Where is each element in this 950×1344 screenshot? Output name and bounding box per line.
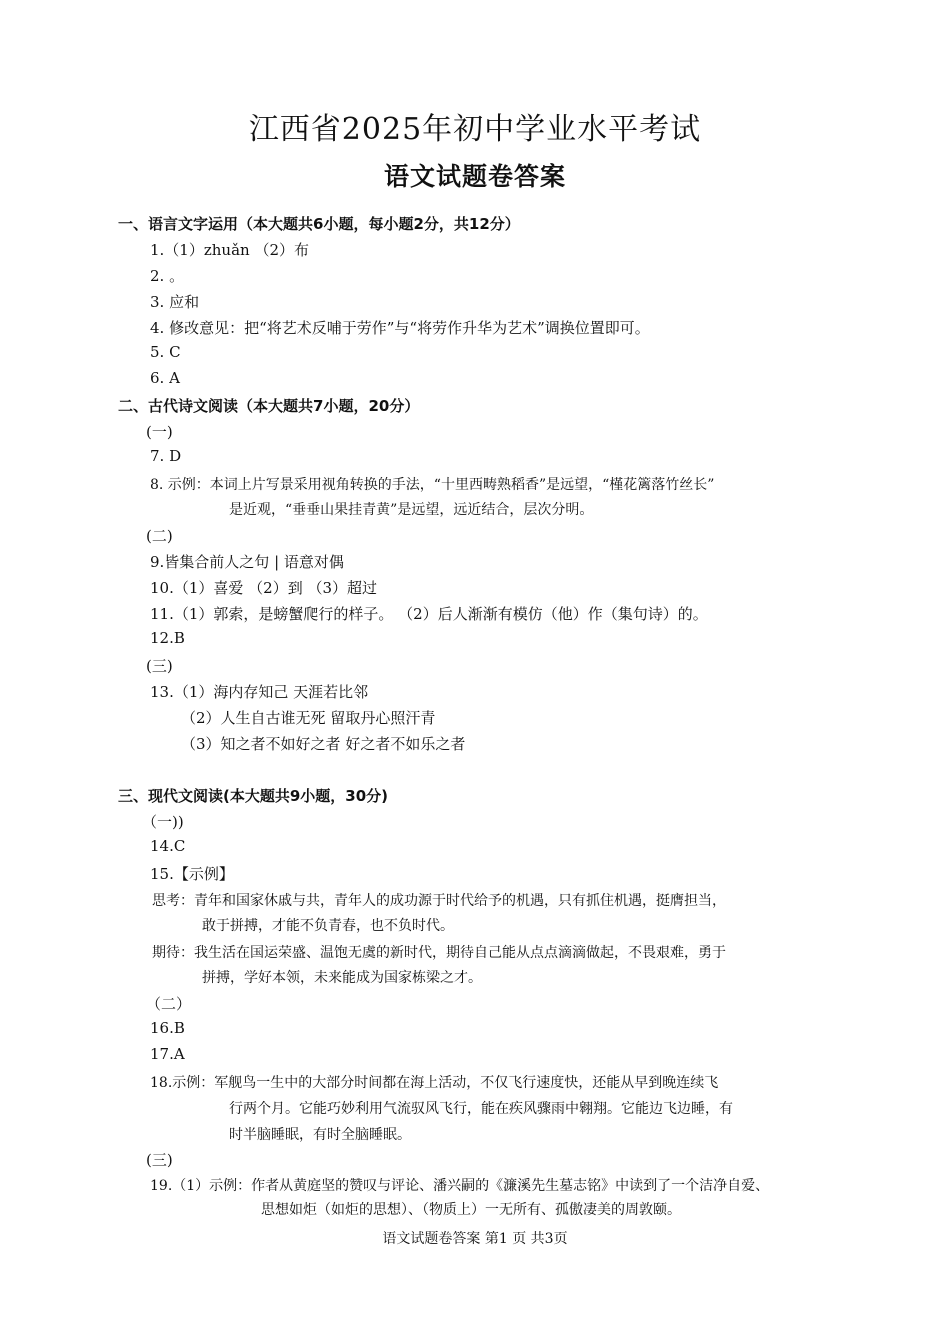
page-subtitle: 语文试题卷答案	[383, 162, 566, 191]
answer-q8: 8. 示例：本词上片写景采用视角转换的手法，“十里西畴熟稻香”是远望，“槿花篱落竹丝长”	[150, 477, 715, 493]
answer-q18-continued: 时半脑睡眠，有时全脑睡眠。	[229, 1127, 411, 1143]
answer-q19: 19.（1）示例：作者从黄庭坚的赞叹与评论、潘兴嗣的《濂溪先生墓志铭》中读到了一个洁净自爱、	[150, 1178, 770, 1194]
section-heading-2: 二、古代诗文阅读（本大题共7小题，20分）	[118, 397, 420, 415]
part-label: （二）	[146, 995, 192, 1013]
answer-q15-think: 思考：青年和国家休戚与共，青年人的成功源于时代给予的机遇，只有抓住机遇，挺膺担当，	[152, 893, 726, 909]
section-heading-3: 三、现代文阅读(本大题共9小题，30分)	[118, 787, 389, 805]
answer-q15-expect: 期待：我生活在国运荣盛、温饱无虞的新时代，期待自己能从点点滴滴做起，不畏艰难，勇于	[152, 945, 726, 961]
answer-q6: 6. A	[150, 369, 180, 387]
answer-q13-1: 13.（1）海内存知己 天涯若比邻	[150, 683, 369, 701]
page-footer: 语文试题卷答案 第1 页 共3页	[382, 1231, 568, 1247]
part-label: （一))	[142, 813, 184, 831]
answer-q2: 2. 。	[150, 267, 185, 285]
part-label: (三)	[146, 657, 173, 675]
answer-q19-continued: 思想如炬（如炬的思想）、（物质上）一无所有、孤傲凄美的周敦颐。	[261, 1202, 681, 1218]
answer-q15-think-continued: 敢于拼搏，才能不负青春，也不负时代。	[202, 918, 454, 934]
answer-q8-continued: 是近观，“垂垂山果挂青黄”是远望，远近结合，层次分明。	[229, 502, 594, 518]
answer-q12: 12.B	[150, 629, 185, 647]
answer-q9: 9.皆集合前人之句 | 语意对偶	[150, 553, 344, 571]
answer-q13-2: （2）人生自古谁无死 留取丹心照汗青	[181, 709, 436, 727]
answer-q5: 5. C	[150, 343, 181, 361]
answer-q11: 11.（1）郭索，是螃蟹爬行的样子。 （2）后人渐渐有模仿（他）作（集句诗）的。	[150, 605, 708, 623]
answer-q16: 16.B	[150, 1019, 185, 1037]
answer-q14: 14.C	[150, 837, 186, 855]
answer-q10: 10.（1）喜爱 （2）到 （3）超过	[150, 579, 378, 597]
page-title: 江西省2025年初中学业水平考试	[248, 112, 702, 147]
answer-q13-3: （3）知之者不如好之者 好之者不如乐之者	[181, 735, 466, 753]
answer-q18-continued: 行两个月。它能巧妙利用气流驭风飞行，能在疾风骤雨中翱翔。它能边飞边睡，有	[229, 1101, 733, 1117]
answer-q17: 17.A	[150, 1045, 185, 1063]
section-heading-1: 一、语言文字运用（本大题共6小题，每小题2分，共12分）	[118, 215, 520, 233]
part-label: (二)	[146, 527, 173, 545]
answer-q3: 3. 应和	[150, 293, 200, 311]
answer-q18: 18.示例：军舰鸟一生中的大部分时间都在海上活动，不仅飞行速度快，还能从早到晚连续飞	[150, 1075, 719, 1091]
answer-q4: 4. 修改意见：把“将艺术反哺于劳作”与“将劳作升华为艺术”调换位置即可。	[150, 319, 650, 337]
answer-q7: 7. D	[150, 447, 182, 465]
answer-q1: 1.（1）zhuǎn （2）布	[150, 241, 309, 259]
answer-q15: 15.【示例】	[150, 865, 234, 883]
part-label: (三)	[146, 1151, 173, 1169]
answer-q15-expect-continued: 拼搏，学好本领，未来能成为国家栋梁之才。	[202, 970, 482, 986]
part-label: (一)	[146, 423, 173, 441]
